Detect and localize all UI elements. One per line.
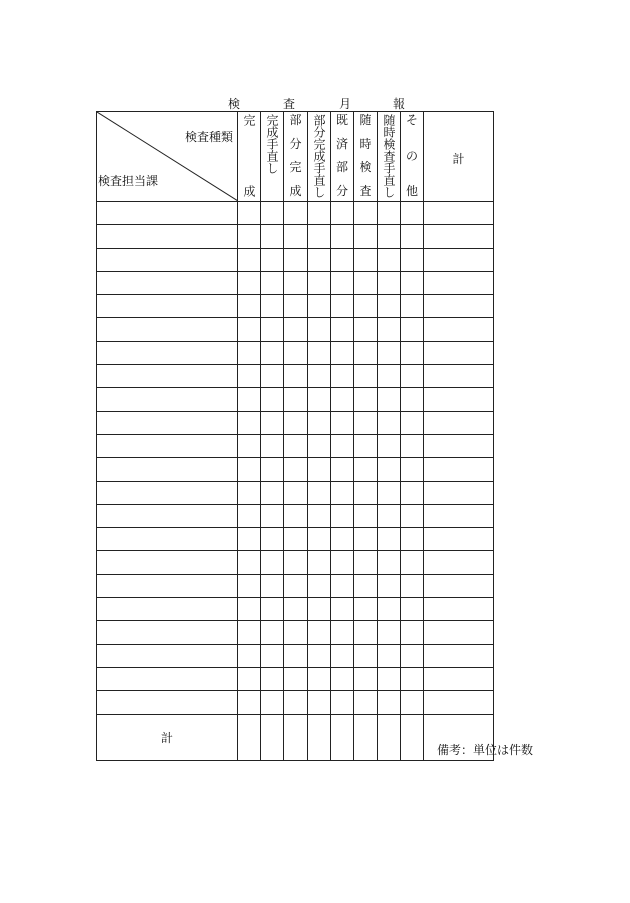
col-head-total bbox=[424, 112, 494, 202]
col-head-kansei-top: 完 bbox=[242, 114, 256, 126]
count-cell[interactable] bbox=[354, 667, 378, 690]
count-cell[interactable] bbox=[424, 271, 494, 294]
col-head-zuiji-kensa-3: 検 bbox=[359, 160, 372, 175]
count-cell[interactable] bbox=[308, 202, 331, 225]
table-row bbox=[97, 202, 494, 225]
col-head-bubun-kansei-2: 分 bbox=[289, 136, 302, 151]
count-cell[interactable] bbox=[378, 365, 401, 388]
col-head-zuiji-kensa-1: 随 bbox=[359, 113, 372, 127]
title-char-3: 月 bbox=[339, 97, 352, 111]
count-cell[interactable] bbox=[354, 458, 378, 481]
count-cell[interactable] bbox=[261, 691, 284, 714]
count-cell[interactable] bbox=[284, 434, 308, 457]
count-cell[interactable] bbox=[378, 341, 401, 364]
col-head-bubun-kansei-3: 完 bbox=[289, 160, 302, 175]
col-head-kisai-bubun-3: 部 bbox=[335, 160, 348, 175]
title-char-2: 査 bbox=[283, 97, 296, 111]
count-cell[interactable] bbox=[354, 551, 378, 574]
count-cell[interactable] bbox=[378, 621, 401, 644]
count-cell[interactable] bbox=[238, 598, 261, 621]
count-cell[interactable] bbox=[284, 248, 308, 271]
col-head-kansei-tenaoshi-text: 完成手直し bbox=[265, 114, 279, 174]
count-cell[interactable] bbox=[331, 341, 354, 364]
dept-cell[interactable] bbox=[97, 225, 238, 248]
dept-cell[interactable] bbox=[97, 528, 238, 551]
count-cell[interactable] bbox=[238, 365, 261, 388]
table-row bbox=[97, 295, 494, 318]
dept-cell[interactable] bbox=[97, 621, 238, 644]
count-cell[interactable] bbox=[284, 551, 308, 574]
count-cell[interactable] bbox=[424, 621, 494, 644]
count-cell[interactable] bbox=[261, 644, 284, 667]
count-cell[interactable] bbox=[401, 341, 424, 364]
count-cell[interactable] bbox=[378, 295, 401, 318]
table-row bbox=[97, 644, 494, 667]
count-cell[interactable] bbox=[401, 667, 424, 690]
count-cell[interactable] bbox=[308, 225, 331, 248]
count-cell[interactable] bbox=[238, 388, 261, 411]
count-cell[interactable] bbox=[308, 504, 331, 527]
count-cell[interactable] bbox=[331, 667, 354, 690]
form-title bbox=[96, 95, 493, 111]
count-cell[interactable] bbox=[238, 295, 261, 318]
count-cell[interactable] bbox=[424, 248, 494, 271]
count-cell[interactable] bbox=[238, 481, 261, 504]
count-cell[interactable] bbox=[354, 248, 378, 271]
count-cell[interactable] bbox=[401, 481, 424, 504]
dept-cell[interactable] bbox=[97, 295, 238, 318]
count-cell[interactable] bbox=[308, 318, 331, 341]
count-cell[interactable] bbox=[284, 271, 308, 294]
total-cell[interactable] bbox=[284, 714, 308, 760]
count-cell[interactable] bbox=[261, 481, 284, 504]
count-cell[interactable] bbox=[261, 528, 284, 551]
count-cell[interactable] bbox=[331, 271, 354, 294]
count-cell[interactable] bbox=[238, 574, 261, 597]
dept-cell[interactable] bbox=[97, 411, 238, 434]
count-cell[interactable] bbox=[378, 225, 401, 248]
count-cell[interactable] bbox=[354, 598, 378, 621]
table-row bbox=[97, 621, 494, 644]
dept-cell[interactable] bbox=[97, 691, 238, 714]
count-cell[interactable] bbox=[261, 388, 284, 411]
count-cell[interactable] bbox=[308, 458, 331, 481]
count-cell[interactable] bbox=[308, 691, 331, 714]
count-cell[interactable] bbox=[308, 295, 331, 318]
count-cell[interactable] bbox=[238, 341, 261, 364]
count-cell[interactable] bbox=[284, 481, 308, 504]
table-row bbox=[97, 248, 494, 271]
dept-cell[interactable] bbox=[97, 458, 238, 481]
inspection-type-label: 検査種類 bbox=[184, 130, 233, 144]
count-cell[interactable] bbox=[331, 295, 354, 318]
count-cell[interactable] bbox=[424, 295, 494, 318]
count-cell[interactable] bbox=[401, 248, 424, 271]
count-cell[interactable] bbox=[424, 551, 494, 574]
count-cell[interactable] bbox=[308, 551, 331, 574]
dept-cell[interactable] bbox=[97, 551, 238, 574]
count-cell[interactable] bbox=[261, 621, 284, 644]
diagonal-header-cell bbox=[97, 112, 238, 202]
count-cell[interactable] bbox=[261, 574, 284, 597]
table-row bbox=[97, 225, 494, 248]
count-cell[interactable] bbox=[354, 434, 378, 457]
table-row bbox=[97, 551, 494, 574]
count-cell[interactable] bbox=[308, 341, 331, 364]
total-row-label-cell bbox=[97, 714, 238, 760]
inspection-dept-label: 検査担当課 bbox=[98, 174, 159, 188]
count-cell[interactable] bbox=[261, 551, 284, 574]
col-head-kisai-bubun bbox=[331, 112, 354, 202]
count-cell[interactable] bbox=[238, 225, 261, 248]
count-cell[interactable] bbox=[378, 458, 401, 481]
count-cell[interactable] bbox=[331, 411, 354, 434]
count-cell[interactable] bbox=[261, 318, 284, 341]
count-cell[interactable] bbox=[424, 598, 494, 621]
remarks-note: 備考：単位は件数 bbox=[437, 743, 534, 757]
count-cell[interactable] bbox=[401, 574, 424, 597]
count-cell[interactable] bbox=[401, 318, 424, 341]
count-cell[interactable] bbox=[401, 295, 424, 318]
count-cell[interactable] bbox=[331, 225, 354, 248]
col-head-kisai-bubun-4: 分 bbox=[335, 183, 348, 198]
dept-cell[interactable] bbox=[97, 341, 238, 364]
count-cell[interactable] bbox=[331, 248, 354, 271]
total-cell[interactable] bbox=[331, 714, 354, 760]
count-cell[interactable] bbox=[378, 318, 401, 341]
table-row bbox=[97, 434, 494, 457]
count-cell[interactable] bbox=[331, 504, 354, 527]
count-cell[interactable] bbox=[308, 411, 331, 434]
count-cell[interactable] bbox=[401, 434, 424, 457]
count-cell[interactable] bbox=[378, 388, 401, 411]
count-cell[interactable] bbox=[401, 225, 424, 248]
count-cell[interactable] bbox=[308, 644, 331, 667]
count-cell[interactable] bbox=[401, 691, 424, 714]
count-cell[interactable] bbox=[424, 434, 494, 457]
count-cell[interactable] bbox=[378, 598, 401, 621]
col-head-kisai-bubun-2: 済 bbox=[335, 136, 348, 151]
count-cell[interactable] bbox=[284, 691, 308, 714]
count-cell[interactable] bbox=[238, 528, 261, 551]
col-head-zuiji-kensa-2: 時 bbox=[359, 136, 372, 151]
table-row bbox=[97, 388, 494, 411]
count-cell[interactable] bbox=[424, 574, 494, 597]
count-cell[interactable] bbox=[354, 691, 378, 714]
count-cell[interactable] bbox=[354, 621, 378, 644]
count-cell[interactable] bbox=[354, 202, 378, 225]
count-cell[interactable] bbox=[308, 271, 331, 294]
count-cell[interactable] bbox=[424, 341, 494, 364]
count-cell[interactable] bbox=[238, 504, 261, 527]
table-row bbox=[97, 411, 494, 434]
col-head-zuiji-kensa-tenaoshi-text: 随時検査手直し bbox=[382, 114, 396, 198]
count-cell[interactable] bbox=[284, 202, 308, 225]
count-cell[interactable] bbox=[378, 481, 401, 504]
count-cell[interactable] bbox=[331, 691, 354, 714]
count-cell[interactable] bbox=[284, 388, 308, 411]
dept-cell[interactable] bbox=[97, 248, 238, 271]
count-cell[interactable] bbox=[354, 528, 378, 551]
count-cell[interactable] bbox=[261, 667, 284, 690]
count-cell[interactable] bbox=[331, 388, 354, 411]
count-cell[interactable] bbox=[424, 202, 494, 225]
count-cell[interactable] bbox=[284, 225, 308, 248]
count-cell[interactable] bbox=[331, 574, 354, 597]
count-cell[interactable] bbox=[354, 318, 378, 341]
count-cell[interactable] bbox=[284, 621, 308, 644]
count-cell[interactable] bbox=[261, 271, 284, 294]
count-cell[interactable] bbox=[401, 202, 424, 225]
dept-cell[interactable] bbox=[97, 434, 238, 457]
header-row bbox=[97, 112, 494, 202]
count-cell[interactable] bbox=[378, 644, 401, 667]
count-cell[interactable] bbox=[308, 598, 331, 621]
count-cell[interactable] bbox=[354, 365, 378, 388]
count-cell[interactable] bbox=[308, 621, 331, 644]
count-cell[interactable] bbox=[238, 202, 261, 225]
count-cell[interactable] bbox=[401, 644, 424, 667]
count-cell[interactable] bbox=[354, 271, 378, 294]
count-cell[interactable] bbox=[424, 644, 494, 667]
col-head-sonota bbox=[401, 112, 424, 202]
count-cell[interactable] bbox=[378, 271, 401, 294]
col-head-kansei bbox=[238, 112, 261, 202]
col-head-sonota-2: の bbox=[405, 148, 418, 163]
count-cell[interactable] bbox=[354, 295, 378, 318]
total-row bbox=[97, 714, 494, 760]
count-cell[interactable] bbox=[401, 458, 424, 481]
count-cell[interactable] bbox=[308, 574, 331, 597]
count-cell[interactable] bbox=[238, 551, 261, 574]
table-row bbox=[97, 481, 494, 504]
count-cell[interactable] bbox=[424, 225, 494, 248]
count-cell[interactable] bbox=[424, 528, 494, 551]
col-head-kisai-bubun-1: 既 bbox=[335, 113, 348, 127]
count-cell[interactable] bbox=[354, 388, 378, 411]
count-cell[interactable] bbox=[284, 644, 308, 667]
count-cell[interactable] bbox=[261, 598, 284, 621]
col-head-total-text: 計 bbox=[452, 152, 465, 166]
count-cell[interactable] bbox=[378, 551, 401, 574]
table-row bbox=[97, 528, 494, 551]
count-cell[interactable] bbox=[331, 528, 354, 551]
col-head-bubun-kansei-1: 部 bbox=[289, 113, 302, 127]
count-cell[interactable] bbox=[331, 551, 354, 574]
count-cell[interactable] bbox=[284, 458, 308, 481]
total-cell[interactable] bbox=[401, 714, 424, 760]
count-cell[interactable] bbox=[261, 434, 284, 457]
count-cell[interactable] bbox=[331, 598, 354, 621]
count-cell[interactable] bbox=[284, 528, 308, 551]
count-cell[interactable] bbox=[354, 504, 378, 527]
total-cell[interactable] bbox=[238, 714, 261, 760]
count-cell[interactable] bbox=[424, 691, 494, 714]
count-cell[interactable] bbox=[238, 621, 261, 644]
count-cell[interactable] bbox=[331, 644, 354, 667]
count-cell[interactable] bbox=[378, 248, 401, 271]
count-cell[interactable] bbox=[401, 504, 424, 527]
count-cell[interactable] bbox=[284, 295, 308, 318]
count-cell[interactable] bbox=[424, 504, 494, 527]
count-cell[interactable] bbox=[284, 574, 308, 597]
count-cell[interactable] bbox=[424, 667, 494, 690]
col-head-bubun-kansei bbox=[284, 112, 308, 202]
count-cell[interactable] bbox=[354, 411, 378, 434]
table-row bbox=[97, 341, 494, 364]
count-cell[interactable] bbox=[238, 458, 261, 481]
count-cell[interactable] bbox=[354, 225, 378, 248]
count-cell[interactable] bbox=[308, 434, 331, 457]
count-cell[interactable] bbox=[238, 248, 261, 271]
count-cell[interactable] bbox=[331, 621, 354, 644]
count-cell[interactable] bbox=[401, 551, 424, 574]
count-cell[interactable] bbox=[401, 271, 424, 294]
count-cell[interactable] bbox=[378, 504, 401, 527]
table-row bbox=[97, 271, 494, 294]
table-row bbox=[97, 458, 494, 481]
col-head-zuiji-kensa-4: 査 bbox=[359, 183, 372, 198]
col-head-sonota-1: そ bbox=[405, 113, 418, 127]
table-row bbox=[97, 365, 494, 388]
count-cell[interactable] bbox=[401, 388, 424, 411]
dept-cell[interactable] bbox=[97, 388, 238, 411]
col-head-zuiji-kensa-tenaoshi bbox=[378, 112, 401, 202]
dept-cell[interactable] bbox=[97, 504, 238, 527]
count-cell[interactable] bbox=[238, 411, 261, 434]
count-cell[interactable] bbox=[308, 388, 331, 411]
count-cell[interactable] bbox=[308, 667, 331, 690]
count-cell[interactable] bbox=[238, 667, 261, 690]
count-cell[interactable] bbox=[238, 271, 261, 294]
dept-cell[interactable] bbox=[97, 365, 238, 388]
col-head-kansei-bottom: 成 bbox=[242, 185, 256, 197]
count-cell[interactable] bbox=[401, 411, 424, 434]
count-cell[interactable] bbox=[378, 411, 401, 434]
dept-cell[interactable] bbox=[97, 481, 238, 504]
count-cell[interactable] bbox=[284, 504, 308, 527]
table-row bbox=[97, 691, 494, 714]
count-cell[interactable] bbox=[261, 458, 284, 481]
count-cell[interactable] bbox=[424, 481, 494, 504]
table-row bbox=[97, 598, 494, 621]
col-head-kansei-tenaoshi bbox=[261, 112, 284, 202]
count-cell[interactable] bbox=[284, 411, 308, 434]
total-cell[interactable] bbox=[354, 714, 378, 760]
dept-cell[interactable] bbox=[97, 667, 238, 690]
dept-cell[interactable] bbox=[97, 271, 238, 294]
table-row bbox=[97, 667, 494, 690]
count-cell[interactable] bbox=[354, 341, 378, 364]
count-cell[interactable] bbox=[424, 458, 494, 481]
count-cell[interactable] bbox=[261, 295, 284, 318]
count-cell[interactable] bbox=[401, 528, 424, 551]
count-cell[interactable] bbox=[261, 504, 284, 527]
title-char-4: 報 bbox=[393, 97, 406, 111]
dept-cell[interactable] bbox=[97, 202, 238, 225]
count-cell[interactable] bbox=[378, 434, 401, 457]
count-cell[interactable] bbox=[261, 248, 284, 271]
count-cell[interactable] bbox=[331, 318, 354, 341]
total-cell[interactable] bbox=[308, 714, 331, 760]
table-row bbox=[97, 318, 494, 341]
col-head-sonota-3: 他 bbox=[405, 184, 418, 198]
count-cell[interactable] bbox=[261, 365, 284, 388]
count-cell[interactable] bbox=[378, 528, 401, 551]
col-head-bubun-kansei-tenaoshi bbox=[308, 112, 331, 202]
count-cell[interactable] bbox=[331, 202, 354, 225]
dept-cell[interactable] bbox=[97, 644, 238, 667]
count-cell[interactable] bbox=[261, 341, 284, 364]
count-cell[interactable] bbox=[284, 598, 308, 621]
count-cell[interactable] bbox=[424, 365, 494, 388]
total-cell[interactable] bbox=[261, 714, 284, 760]
count-cell[interactable] bbox=[378, 667, 401, 690]
count-cell[interactable] bbox=[308, 365, 331, 388]
total-row-label: 計 bbox=[160, 730, 173, 745]
count-cell[interactable] bbox=[238, 691, 261, 714]
count-cell[interactable] bbox=[331, 365, 354, 388]
count-cell[interactable] bbox=[378, 202, 401, 225]
count-cell[interactable] bbox=[308, 248, 331, 271]
dept-cell[interactable] bbox=[97, 598, 238, 621]
count-cell[interactable] bbox=[284, 365, 308, 388]
count-cell[interactable] bbox=[331, 458, 354, 481]
count-cell[interactable] bbox=[354, 481, 378, 504]
col-head-zuiji-kensa bbox=[354, 112, 378, 202]
count-cell[interactable] bbox=[401, 598, 424, 621]
count-cell[interactable] bbox=[424, 318, 494, 341]
count-cell[interactable] bbox=[331, 481, 354, 504]
count-cell[interactable] bbox=[308, 528, 331, 551]
count-cell[interactable] bbox=[331, 434, 354, 457]
count-cell[interactable] bbox=[238, 644, 261, 667]
count-cell[interactable] bbox=[354, 644, 378, 667]
count-cell[interactable] bbox=[354, 574, 378, 597]
report-table bbox=[96, 111, 494, 761]
count-cell[interactable] bbox=[308, 481, 331, 504]
data-rows bbox=[97, 202, 494, 715]
total-cell[interactable] bbox=[378, 714, 401, 760]
dept-cell[interactable] bbox=[97, 318, 238, 341]
count-cell[interactable] bbox=[284, 318, 308, 341]
dept-cell[interactable] bbox=[97, 574, 238, 597]
count-cell[interactable] bbox=[238, 434, 261, 457]
count-cell[interactable] bbox=[261, 225, 284, 248]
col-head-bubun-kansei-tenaoshi-text: 部分完成手直し bbox=[312, 114, 326, 198]
count-cell[interactable] bbox=[284, 341, 308, 364]
count-cell[interactable] bbox=[261, 202, 284, 225]
count-cell[interactable] bbox=[401, 621, 424, 644]
count-cell[interactable] bbox=[238, 318, 261, 341]
table-row bbox=[97, 574, 494, 597]
table-row bbox=[97, 504, 494, 527]
count-cell[interactable] bbox=[261, 411, 284, 434]
count-cell[interactable] bbox=[284, 667, 308, 690]
col-head-bubun-kansei-4: 成 bbox=[289, 183, 302, 198]
count-cell[interactable] bbox=[378, 691, 401, 714]
count-cell[interactable] bbox=[424, 388, 494, 411]
title-char-1: 検 bbox=[228, 97, 241, 111]
count-cell[interactable] bbox=[424, 411, 494, 434]
count-cell[interactable] bbox=[378, 574, 401, 597]
count-cell[interactable] bbox=[401, 365, 424, 388]
